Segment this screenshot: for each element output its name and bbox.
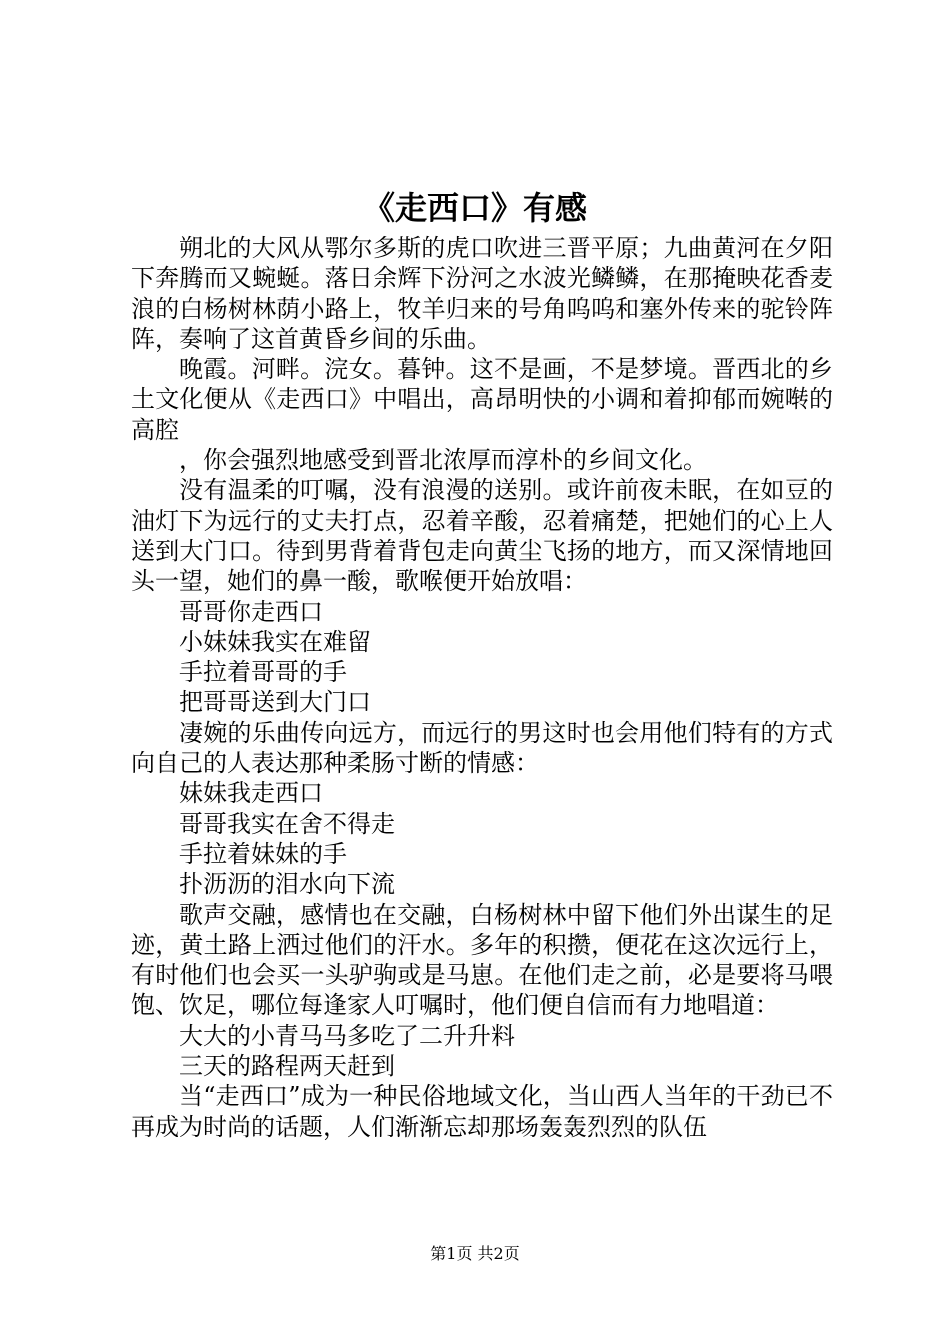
paragraph: 歌声交融，感情也在交融，白杨树林中留下他们外出谋生的足迹，黄土路上洒过他们的汗水。多年的积攒，便花在这次远行上，有时他们也会买一头驴驹或是马崽。在他们走之前，必是要将马喂饱、饮足，哪位每逢家人叮嘱时，他们便自信而有力地唱道： [131, 900, 833, 1020]
song-line: 小妹妹我实在难留 [179, 627, 371, 656]
document-title: 《走西口》有感 [362, 189, 587, 227]
document-body [131, 233, 833, 1142]
paragraph: 没有温柔的叮嘱，没有浪漫的送别。或许前夜未眠，在如豆的油灯下为远行的丈夫打点，忍着辛酸，忍着痛楚，把她们的心上人送到大门口。待到男背着背包走向黄尘飞扬的地方，而又深情地回头一望，她们的鼻一酸，歌喉便开始放唱： [131, 476, 833, 596]
paragraph: ，你会强烈地感受到晋北浓厚而淳朴的乡间文化。 [179, 446, 707, 475]
song-line: 把哥哥送到大门口 [179, 688, 371, 717]
song-line: 大大的小青马马多吃了二升升料 [179, 1021, 515, 1050]
paragraph: 朔北的大风从鄂尔多斯的虎口吹进三晋平原；九曲黄河在夕阳下奔腾而又蜿蜒。落日余辉下汾河之水波光鳞鳞，在那掩映花香麦浪的白杨树林荫小路上，牧羊归来的号角呜呜和塞外传来的驼铃阵阵，奏响了这首黄昏乡间的乐曲。 [131, 234, 833, 353]
paragraph: 当“走西口”成为一种民俗地域文化，当山西人当年的干劲已不再成为时尚的话题，人们渐渐忘却那场轰轰烈烈的队伍 [131, 1082, 833, 1141]
song-line: 手拉着哥哥的手 [179, 658, 347, 687]
song-line: 哥哥你走西口 [179, 597, 323, 626]
song-line: 三天的路程两天赶到 [179, 1052, 395, 1081]
song-line: 哥哥我实在舍不得走 [179, 809, 395, 838]
song-line: 扑沥沥的泪水向下流 [179, 870, 395, 899]
paragraph: 凄婉的乐曲传向远方，而远行的男这时也会用他们特有的方式向自己的人表达那种柔肠寸断的情感： [131, 718, 833, 778]
page-footer: 第1页 共2页 [430, 1244, 520, 1263]
song-line: 手拉着妹妹的手 [179, 839, 347, 868]
paragraph: 晚霞。河畔。浣女。暮钟。这不是画，不是梦境。晋西北的乡土文化便从《走西口》中唱出，高昂明快的小调和着抑郁而婉啭的高腔 [131, 355, 833, 444]
song-line: 妹妹我走西口 [179, 779, 323, 808]
